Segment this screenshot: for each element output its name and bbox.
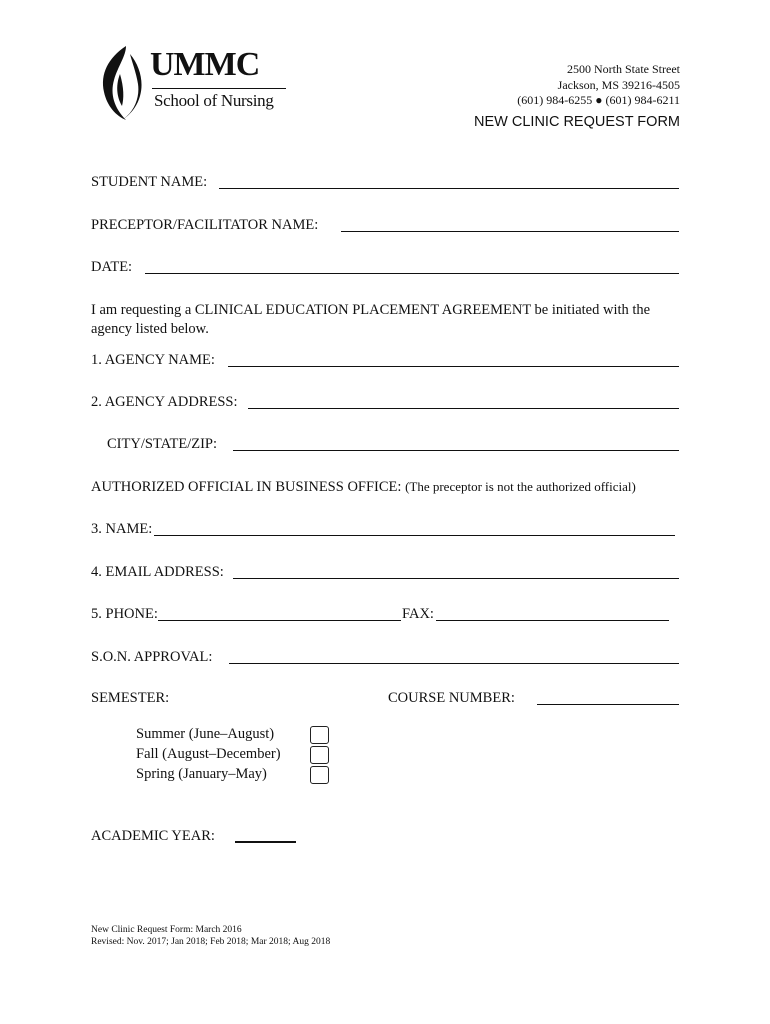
city-state-zip-label: CITY/STATE/ZIP: (107, 436, 218, 452)
agency-name-field[interactable] (228, 366, 679, 367)
ummc-flame-icon (96, 44, 148, 122)
form-title: NEW CLINIC REQUEST FORM (474, 114, 680, 130)
son-approval-field[interactable] (229, 663, 679, 664)
semester-label: SEMESTER: (91, 690, 170, 706)
agency-name-label: 1. AGENCY NAME: (91, 352, 215, 368)
agency-address-label: 2. AGENCY ADDRESS: (91, 394, 238, 410)
course-number-field[interactable] (537, 704, 679, 705)
son-approval-label: S.O.N. APPROVAL: (91, 649, 213, 665)
semester-option-summer: Summer (June–August) (136, 726, 275, 742)
course-number-label: COURSE NUMBER: (388, 690, 515, 706)
date-field[interactable] (145, 273, 679, 274)
fall-checkbox[interactable] (310, 746, 329, 764)
authorized-official-note: (The preceptor is not the authorized official) (405, 479, 636, 494)
phone-field[interactable] (158, 620, 401, 621)
student-name-field[interactable] (219, 188, 679, 189)
address-street: 2500 North State Street (567, 62, 680, 76)
footer (91, 925, 330, 948)
address-city: Jackson, MS 39216-4505 (557, 77, 680, 92)
academic-year-field[interactable] (235, 841, 296, 843)
address-block (420, 62, 680, 109)
email-label: 4. EMAIL ADDRESS: (91, 564, 224, 580)
authorized-official-label: AUTHORIZED OFFICIAL IN BUSINESS OFFICE: (91, 479, 402, 495)
official-name-field[interactable] (154, 535, 675, 536)
official-name-label: 3. NAME: (91, 521, 153, 537)
logo-subtitle: School of Nursing (154, 91, 274, 110)
logo-brand: UMMC (150, 46, 260, 83)
phone-label: 5. PHONE: (91, 606, 158, 622)
academic-year-label: ACADEMIC YEAR: (91, 828, 215, 844)
logo-divider (152, 88, 286, 89)
preceptor-name-field[interactable] (341, 231, 679, 232)
summer-checkbox[interactable] (310, 726, 329, 744)
semester-option-spring: Spring (January–May) (136, 766, 267, 782)
preceptor-name-label: PRECEPTOR/FACILITATOR NAME: (91, 217, 319, 233)
student-name-label: STUDENT NAME: (91, 174, 208, 190)
address-phone: (601) 984-6255 ● (601) 984-6211 (517, 93, 680, 107)
agency-address-field[interactable] (248, 408, 679, 409)
city-state-zip-field[interactable] (233, 450, 679, 451)
ummc-logo (96, 44, 296, 124)
spring-checkbox[interactable] (310, 766, 329, 784)
authorized-official-heading (91, 479, 636, 496)
fax-field[interactable] (436, 620, 669, 621)
request-paragraph: I am requesting a CLINICAL EDUCATION PLACEMENT AGREEMENT be initiated with the agency listed below. (91, 302, 651, 337)
semester-option-fall: Fall (August–December) (136, 746, 281, 762)
email-field[interactable] (233, 578, 679, 579)
footer-revised: Revised: Nov. 2017; Jan 2018; Feb 2018; Mar 2018; Aug 2018 (91, 936, 331, 947)
fax-label: FAX: (402, 606, 434, 622)
footer-form-date: New Clinic Request Form: March 2016 (91, 925, 242, 935)
date-label: DATE: (91, 259, 133, 275)
